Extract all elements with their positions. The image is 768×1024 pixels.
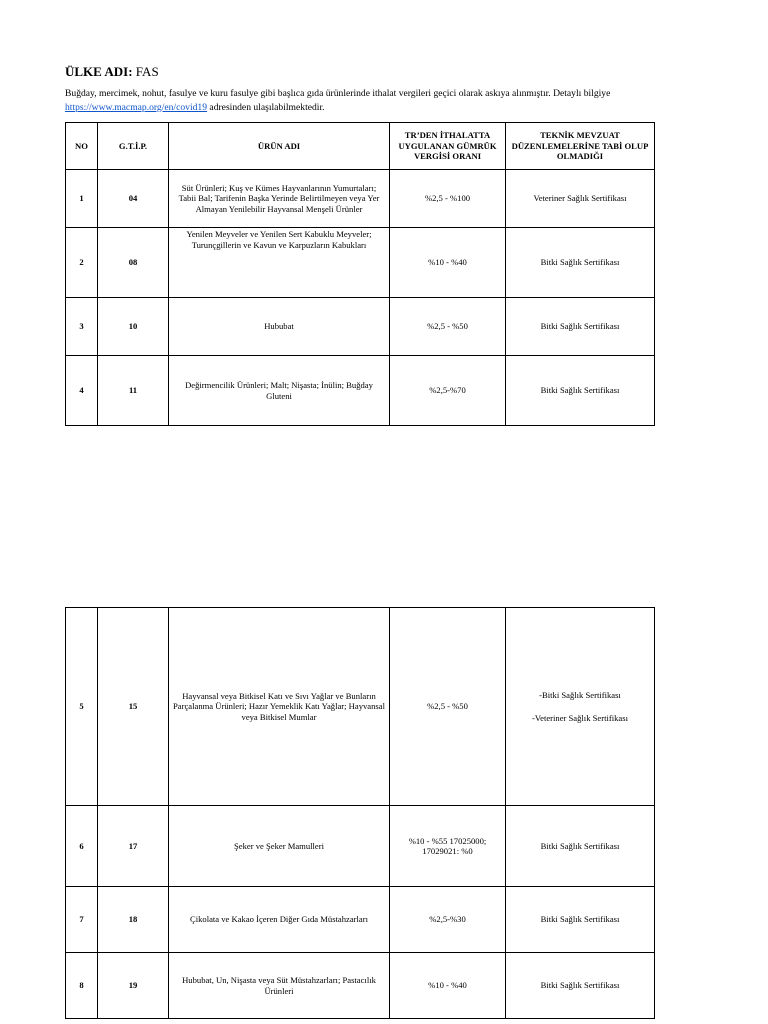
header-tariff: TR’DEN İTHALATTA UYGULANAN GÜMRÜK VERGİSİ ORANI [390, 123, 506, 170]
row-no: 5 [66, 608, 98, 806]
row-tariff: %2,5 - %50 [390, 608, 506, 806]
row-no: 4 [66, 356, 98, 426]
row-no: 6 [66, 806, 98, 887]
row-tariff: %2,5 - %50 [390, 298, 506, 356]
macmap-link[interactable]: https://www.macmap.org/en/covid19 [65, 101, 208, 113]
row-gtip: 19 [98, 953, 169, 1019]
row-no: 1 [66, 170, 98, 228]
row-gtip: 08 [98, 228, 169, 298]
row-product: Hububat, Un, Nişasta veya Süt Müstahzarları; Pastacılık Ürünleri [169, 953, 390, 1019]
header-no: NO [66, 123, 98, 170]
row-gtip: 15 [98, 608, 169, 806]
row-product: Yenilen Meyveler ve Yenilen Sert Kabuklu Meyveler; Turunçgillerin ve Kavun ve Karpuzların Kabukları [169, 228, 390, 298]
row-regulation: Bitki Sağlık Sertifikası [506, 953, 655, 1019]
tariff-table-page2 [65, 607, 655, 1019]
intro-text: Buğday, mercimek, nohut, fasulye ve kuru fasulye gibi başlıca gıda ürünlerinde ithalat vergileri geçici olarak askıya alınmıştır. Detaylı bilgiye [65, 88, 611, 99]
row-regulation: Bitki Sağlık Sertifikası [506, 887, 655, 953]
row-gtip: 18 [98, 887, 169, 953]
regulation-line: -Bitki Sağlık Sertifikası [539, 690, 621, 700]
row-gtip: 10 [98, 298, 169, 356]
row-regulation: Bitki Sağlık Sertifikası [506, 228, 655, 298]
country-label: ÜLKE ADI: [65, 64, 133, 79]
page-title [65, 64, 159, 80]
intro-paragraph [65, 87, 665, 114]
header-gtip: G.T.İ.P. [98, 123, 169, 170]
row-tariff: %10 - %40 [390, 228, 506, 298]
row-tariff: %2,5 - %100 [390, 170, 506, 228]
table-row [66, 806, 655, 887]
table-row [66, 887, 655, 953]
row-gtip: 04 [98, 170, 169, 228]
table-header-row [66, 123, 655, 170]
row-product: Çikolata ve Kakao İçeren Diğer Gıda Müstahzarları [169, 887, 390, 953]
header-product: ÜRÜN ADI [169, 123, 390, 170]
row-product: Hububat [169, 298, 390, 356]
intro-text-end: adresinden ulaşılabilmektedir. [207, 101, 325, 113]
row-tariff: %10 - %55 17025000; 17029021: %0 [390, 806, 506, 887]
row-regulation: Bitki Sağlık Sertifikası [506, 298, 655, 356]
row-gtip: 17 [98, 806, 169, 887]
row-product: Hayvansal veya Bitkisel Katı ve Sıvı Yağlar ve Bunların Parçalanma Ürünleri; Hazır Yemeklik Katı Yağlar; Hayvansal veya Bitkisel Mumlar [169, 608, 390, 806]
row-tariff: %2,5-%70 [390, 356, 506, 426]
row-product: Değirmencilik Ürünleri; Malt; Nişasta; İnülin; Buğday Gluteni [169, 356, 390, 426]
table-row [66, 608, 655, 806]
row-regulation: Veteriner Sağlık Sertifikası [506, 170, 655, 228]
row-no: 8 [66, 953, 98, 1019]
row-gtip: 11 [98, 356, 169, 426]
row-no: 2 [66, 228, 98, 298]
regulation-line: -Veteriner Sağlık Sertifikası [532, 712, 628, 723]
row-regulation [506, 608, 655, 806]
header-regulation: TEKNİK MEVZUAT DÜZENLEMELERİNE TABİ OLUP OLMADIĞI [506, 123, 655, 170]
row-no: 7 [66, 887, 98, 953]
country-name: FAS [135, 64, 159, 79]
row-product: Süt Ürünleri; Kuş ve Kümes Hayvanlarının Yumurtaları; Tabii Bal; Tarifenin Başka Yerinde Belirtilmeyen veya Yer Almayan Yenilebilir Hayvansal Menşeli Ürünler [169, 170, 390, 228]
row-regulation: Bitki Sağlık Sertifikası [506, 806, 655, 887]
row-regulation: Bitki Sağlık Sertifikası [506, 356, 655, 426]
table-row [66, 228, 655, 298]
row-tariff: %2,5-%30 [390, 887, 506, 953]
table-row [66, 953, 655, 1019]
table-row [66, 170, 655, 228]
table-row [66, 298, 655, 356]
row-tariff: %10 - %40 [390, 953, 506, 1019]
row-no: 3 [66, 298, 98, 356]
table-row [66, 356, 655, 426]
tariff-table-page1 [65, 122, 655, 426]
row-product: Şeker ve Şeker Mamulleri [169, 806, 390, 887]
